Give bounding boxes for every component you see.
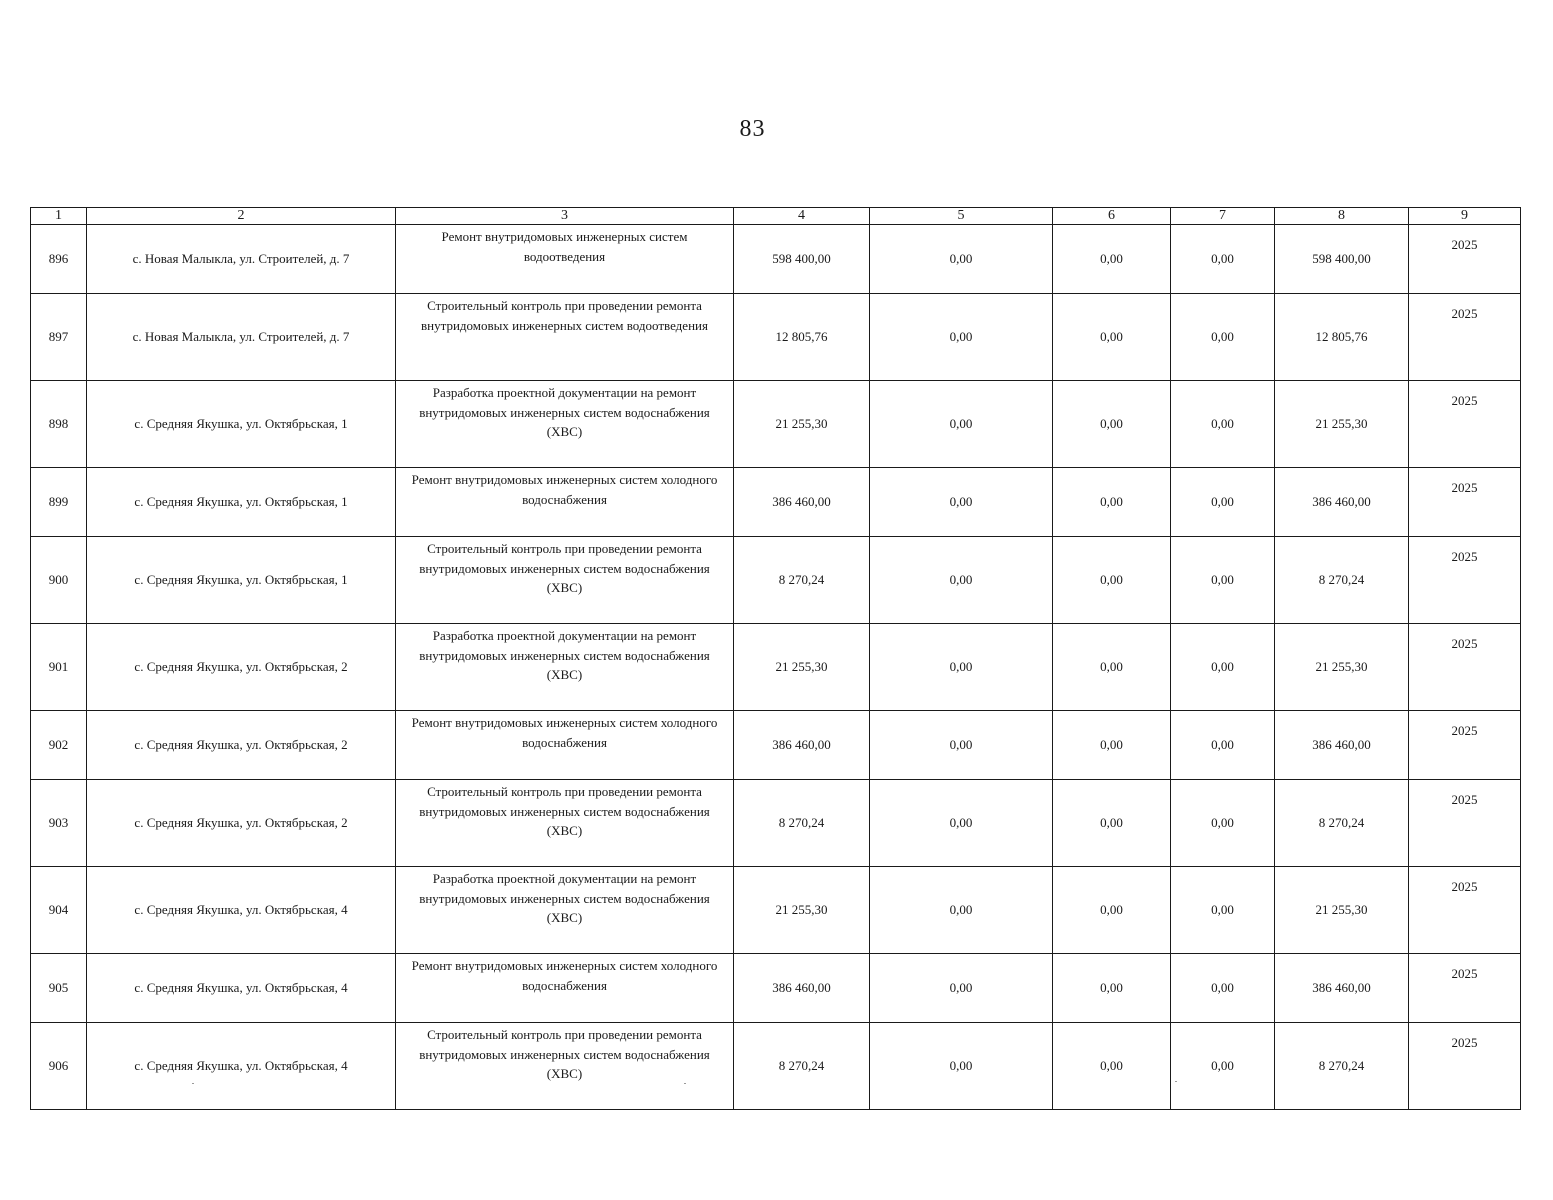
header-col-1: 1: [31, 208, 87, 225]
cell-year: 2025: [1409, 1023, 1521, 1110]
cell-year: 2025: [1409, 711, 1521, 780]
cell-col5: 0,00: [870, 225, 1053, 294]
cell-col8: 21 255,30: [1275, 867, 1409, 954]
cell-col6: 0,00: [1053, 1023, 1171, 1110]
cell-num: 898: [31, 381, 87, 468]
cell-work: [396, 954, 734, 1023]
cell-col8: 386 460,00: [1275, 468, 1409, 537]
cell-col7: 0,00: [1171, 954, 1275, 1023]
cell-col7: 0,00: [1171, 867, 1275, 954]
cell-col5: 0,00: [870, 867, 1053, 954]
cell-work-text: Разработка проектной документации на ремонт внутридомовых инженерных систем водоснабжения (ХВС): [419, 385, 710, 439]
cell-num: 900: [31, 537, 87, 624]
cell-work-text: Строительный контроль при проведении ремонта внутридомовых инженерных систем водоснабжения (ХВС): [419, 541, 710, 595]
cell-col7: 0,00: [1171, 1023, 1275, 1110]
table-row: [31, 537, 1521, 624]
cell-work: [396, 711, 734, 780]
cell-col6: 0,00: [1053, 954, 1171, 1023]
cell-num: 903: [31, 780, 87, 867]
cell-year: 2025: [1409, 381, 1521, 468]
cell-work-text: Строительный контроль при проведении ремонта внутридомовых инженерных систем водоснабжения (ХВС): [419, 784, 710, 838]
cell-col6: 0,00: [1053, 867, 1171, 954]
cell-col8: 8 270,24: [1275, 537, 1409, 624]
cell-work-text: Строительный контроль при проведении ремонта внутридомовых инженерных систем водоснабжения (ХВС): [419, 1027, 710, 1081]
cell-work: [396, 624, 734, 711]
cell-col5: 0,00: [870, 1023, 1053, 1110]
table-row: [31, 294, 1521, 381]
cell-col4: 12 805,76: [734, 294, 870, 381]
cell-work: [396, 294, 734, 381]
header-col-2: 2: [87, 208, 396, 225]
header-col-4: 4: [734, 208, 870, 225]
cell-col7: 0,00: [1171, 468, 1275, 537]
table-row: [31, 711, 1521, 780]
table-row: [31, 867, 1521, 954]
cell-address: с. Средняя Якушка, ул. Октябрьская, 2: [87, 624, 396, 711]
works-table: [30, 207, 1521, 1110]
cell-col5: 0,00: [870, 711, 1053, 780]
cell-col5: 0,00: [870, 537, 1053, 624]
cell-year: 2025: [1409, 537, 1521, 624]
cell-col6: 0,00: [1053, 537, 1171, 624]
table-row: [31, 225, 1521, 294]
cell-work: [396, 537, 734, 624]
cell-col6: 0,00: [1053, 624, 1171, 711]
cell-col6: 0,00: [1053, 294, 1171, 381]
header-col-3: 3: [396, 208, 734, 225]
cell-col6: 0,00: [1053, 468, 1171, 537]
cell-col4: 21 255,30: [734, 867, 870, 954]
cell-col8: 8 270,24: [1275, 780, 1409, 867]
cell-address: с. Средняя Якушка, ул. Октябрьская, 2: [87, 780, 396, 867]
cell-work: [396, 381, 734, 468]
cell-address: с. Средняя Якушка, ул. Октябрьская, 4: [87, 1023, 396, 1110]
cell-col4: 386 460,00: [734, 711, 870, 780]
cell-year: 2025: [1409, 780, 1521, 867]
table-row: [31, 624, 1521, 711]
cell-num: 905: [31, 954, 87, 1023]
cell-col4: 8 270,24: [734, 780, 870, 867]
header-col-9: 9: [1409, 208, 1521, 225]
cell-col4: 386 460,00: [734, 954, 870, 1023]
cell-year: 2025: [1409, 294, 1521, 381]
cell-work-text: Разработка проектной документации на ремонт внутридомовых инженерных систем водоснабжения (ХВС): [419, 628, 710, 682]
cell-col5: 0,00: [870, 624, 1053, 711]
cell-col6: 0,00: [1053, 225, 1171, 294]
cell-address: с. Средняя Якушка, ул. Октябрьская, 2: [87, 711, 396, 780]
cell-address: с. Новая Малыкла, ул. Строителей, д. 7: [87, 294, 396, 381]
scan-speck: [684, 1083, 686, 1084]
cell-col5: 0,00: [870, 954, 1053, 1023]
cell-work-text: Ремонт внутридомовых инженерных систем холодного водоснабжения: [411, 715, 718, 750]
header-col-6: 6: [1053, 208, 1171, 225]
cell-work: [396, 225, 734, 294]
cell-num: 902: [31, 711, 87, 780]
cell-col4: 8 270,24: [734, 537, 870, 624]
cell-num: 906: [31, 1023, 87, 1110]
cell-num: 897: [31, 294, 87, 381]
cell-col8: 21 255,30: [1275, 381, 1409, 468]
cell-year: 2025: [1409, 867, 1521, 954]
cell-address: с. Средняя Якушка, ул. Октябрьская, 1: [87, 381, 396, 468]
cell-num: 904: [31, 867, 87, 954]
cell-address: с. Средняя Якушка, ул. Октябрьская, 1: [87, 468, 396, 537]
cell-col4: 598 400,00: [734, 225, 870, 294]
cell-work: [396, 780, 734, 867]
cell-col5: 0,00: [870, 294, 1053, 381]
cell-year: 2025: [1409, 954, 1521, 1023]
table-row: [31, 954, 1521, 1023]
cell-col7: 0,00: [1171, 624, 1275, 711]
cell-col5: 0,00: [870, 468, 1053, 537]
cell-col7: 0,00: [1171, 294, 1275, 381]
cell-year: 2025: [1409, 225, 1521, 294]
scan-speck: [192, 1083, 194, 1084]
cell-col4: 8 270,24: [734, 1023, 870, 1110]
cell-year: 2025: [1409, 468, 1521, 537]
cell-work-text: Разработка проектной документации на ремонт внутридомовых инженерных систем водоснабжения (ХВС): [419, 871, 710, 925]
cell-col7: 0,00: [1171, 780, 1275, 867]
table-header: [31, 208, 1521, 225]
scan-speck: [1175, 1081, 1177, 1082]
cell-year: 2025: [1409, 624, 1521, 711]
cell-num: 901: [31, 624, 87, 711]
cell-col8: 21 255,30: [1275, 624, 1409, 711]
cell-num: 899: [31, 468, 87, 537]
cell-col8: 598 400,00: [1275, 225, 1409, 294]
cell-work-text: Ремонт внутридомовых инженерных систем водоотведения: [441, 229, 688, 264]
cell-col7: 0,00: [1171, 711, 1275, 780]
table-row: [31, 780, 1521, 867]
header-row: [31, 208, 1521, 225]
cell-address: с. Новая Малыкла, ул. Строителей, д. 7: [87, 225, 396, 294]
cell-address: с. Средняя Якушка, ул. Октябрьская, 4: [87, 867, 396, 954]
table-row: [31, 381, 1521, 468]
table-body: [31, 225, 1521, 1110]
header-col-8: 8: [1275, 208, 1409, 225]
cell-col8: 386 460,00: [1275, 711, 1409, 780]
cell-col4: 21 255,30: [734, 381, 870, 468]
cell-address: с. Средняя Якушка, ул. Октябрьская, 4: [87, 954, 396, 1023]
cell-work-text: Ремонт внутридомовых инженерных систем холодного водоснабжения: [411, 958, 718, 993]
table-row: [31, 1023, 1521, 1110]
page-number: 83: [739, 116, 766, 142]
cell-col6: 0,00: [1053, 381, 1171, 468]
cell-col4: 386 460,00: [734, 468, 870, 537]
cell-col6: 0,00: [1053, 780, 1171, 867]
cell-work: [396, 1023, 734, 1110]
cell-col7: 0,00: [1171, 537, 1275, 624]
cell-num: 896: [31, 225, 87, 294]
cell-work: [396, 468, 734, 537]
cell-col8: 386 460,00: [1275, 954, 1409, 1023]
header-col-7: 7: [1171, 208, 1275, 225]
cell-col6: 0,00: [1053, 711, 1171, 780]
cell-col7: 0,00: [1171, 225, 1275, 294]
cell-col4: 21 255,30: [734, 624, 870, 711]
cell-col5: 0,00: [870, 780, 1053, 867]
cell-address: с. Средняя Якушка, ул. Октябрьская, 1: [87, 537, 396, 624]
cell-col8: 12 805,76: [1275, 294, 1409, 381]
cell-work: [396, 867, 734, 954]
cell-work-text: Ремонт внутридомовых инженерных систем холодного водоснабжения: [411, 472, 718, 507]
cell-col5: 0,00: [870, 381, 1053, 468]
table-row: [31, 468, 1521, 537]
cell-work-text: Строительный контроль при проведении ремонта внутридомовых инженерных систем водоотведения: [421, 298, 708, 333]
header-col-5: 5: [870, 208, 1053, 225]
cell-col8: 8 270,24: [1275, 1023, 1409, 1110]
cell-col7: 0,00: [1171, 381, 1275, 468]
